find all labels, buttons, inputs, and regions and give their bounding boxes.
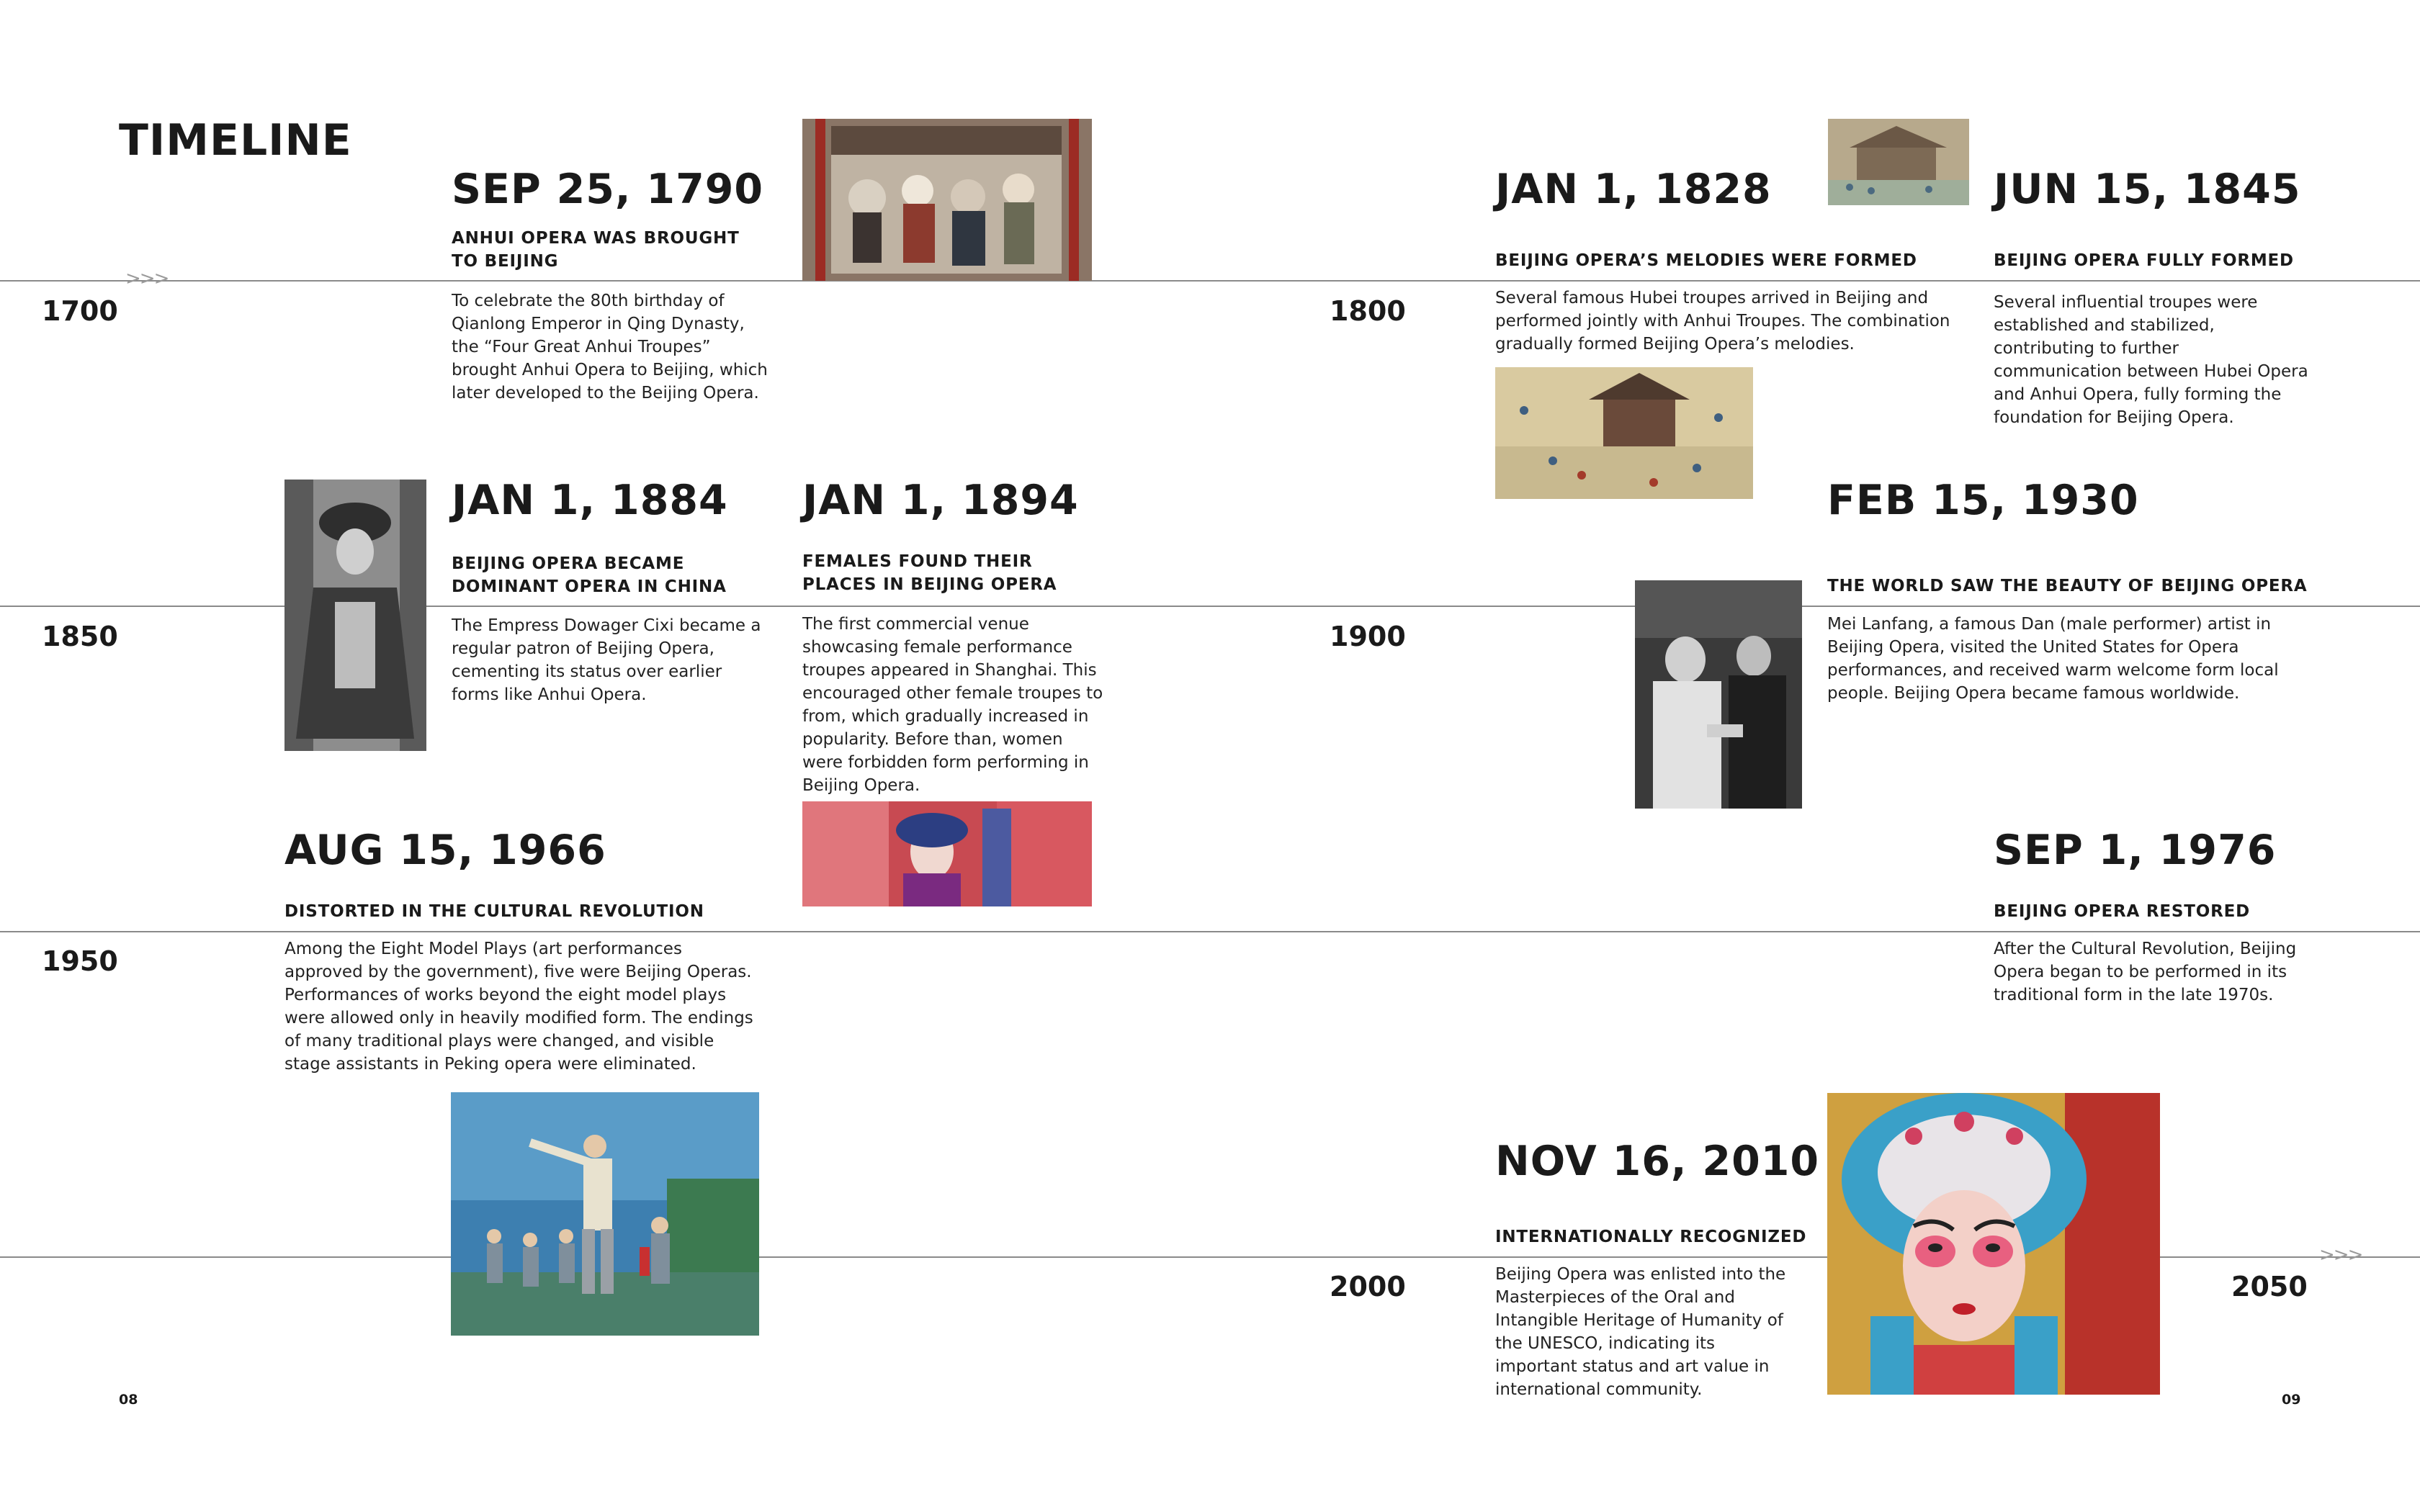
event-1930-subtitle: THE WORLD SAW THE BEAUTY OF BEIJING OPERA <box>1827 577 2308 595</box>
event-1894-body: The first commercial venue showcasing female performance troupes appeared in Shanghai. This encouraged other female troupes to from, which gradually increased in popularity. Before than, women were forbidden form performing in Beijing Opera. <box>802 615 1103 795</box>
year-label-2000: 2000 <box>1330 1271 1406 1302</box>
page-title: TIMELINE <box>119 115 352 166</box>
event-1894-subtitle: FEMALES FOUND THEIR PLACES IN BEIJING OPERA <box>802 552 1057 594</box>
arrows-end-icon: >>> <box>2319 1244 2362 1266</box>
event-1966-subtitle: DISTORTED IN THE CULTURAL REVOLUTION <box>284 902 704 921</box>
event-1966-date: AUG 15, 1966 <box>284 827 606 874</box>
event-1884-date: JAN 1, 1884 <box>452 477 728 524</box>
female-performer-photo <box>802 801 1092 906</box>
event-1828-subtitle: BEIJING OPERA’S MELODIES WERE FORMED <box>1495 251 1917 270</box>
event-1930-body: Mei Lanfang, a famous Dan (male performer) artist in Beijing Opera, visited the United States for Opera performances, and received warm welcome form local people. Beijing Opera became famous worldwide. <box>1827 615 2279 703</box>
event-2010-subtitle: INTERNATIONALLY RECOGNIZED <box>1495 1228 1807 1246</box>
opera-stage-painting-image <box>802 119 1092 281</box>
timeline-axis-row-3 <box>0 931 2420 932</box>
event-1884-subtitle: BEIJING OPERA BECAME DOMINANT OPERA IN CHINA <box>452 554 727 596</box>
model-play-performance-photo <box>451 1092 759 1336</box>
event-1790-subtitle: ANHUI OPERA WAS BROUGHT TO BEIJING <box>452 229 740 271</box>
year-label-1900: 1900 <box>1330 621 1406 652</box>
event-1845-body: Several influential troupes were established and stabilized, contributing to further communication between Hubei Opera and Anhui Opera, fully forming the foundation for Beijing Opera. <box>1994 293 2308 427</box>
year-label-1800: 1800 <box>1330 295 1406 327</box>
page-number-right: 09 <box>2282 1392 2301 1408</box>
qing-court-painting-image <box>1828 119 1969 205</box>
event-1790-date: SEP 25, 1790 <box>452 166 764 213</box>
arrows-start-icon: >>> <box>125 268 169 289</box>
empress-cixi-photo <box>284 480 426 751</box>
event-1845-date: JUN 15, 1845 <box>1994 166 2301 213</box>
event-1845-subtitle: BEIJING OPERA FULLY FORMED <box>1994 251 2294 270</box>
event-1790-body: To celebrate the 80th birthday of Qianlong Emperor in Qing Dynasty, the “Four Great Anhui Troupes” brought Anhui Opera to Beijing, which later developed to the Beijing Opera. <box>452 292 768 402</box>
year-label-1950: 1950 <box>42 945 118 977</box>
year-label-2050: 2050 <box>2231 1271 2308 1302</box>
troupe-procession-painting-image <box>1495 367 1753 499</box>
event-2010-date: NOV 16, 2010 <box>1495 1138 1820 1185</box>
event-1976-subtitle: BEIJING OPERA RESTORED <box>1994 902 2251 921</box>
event-1976-date: SEP 1, 1976 <box>1994 827 2277 874</box>
event-1828-date: JAN 1, 1828 <box>1495 166 1772 213</box>
opera-headdress-face-photo <box>1827 1093 2160 1395</box>
year-label-1700: 1700 <box>42 295 118 327</box>
event-1884-body: The Empress Dowager Cixi became a regular patron of Beijing Opera, cementing its status over earlier forms like Anhui Opera. <box>452 616 761 704</box>
event-1976-body: After the Cultural Revolution, Beijing Opera began to be performed in its traditional form in the late 1970s. <box>1994 940 2297 1004</box>
year-label-1850: 1850 <box>42 621 118 652</box>
event-1966-body: Among the Eight Model Plays (art performances approved by the government), five were Beijing Operas. Performances of works beyond the eight model plays were allowed only in heavily modified form. The endings of many traditional plays were changed, and visible stage assistants in Peking opera were eliminated. <box>284 940 753 1074</box>
event-1930-date: FEB 15, 1930 <box>1827 477 2139 524</box>
mei-lanfang-usa-photo <box>1635 580 1802 809</box>
event-1828-body: Several famous Hubei troupes arrived in Beijing and performed jointly with Anhui Troupes. The combination gradually formed Beijing Opera’s melodies. <box>1495 289 1950 354</box>
event-2010-body: Beijing Opera was enlisted into the Masterpieces of the Oral and Intangible Heritage of Humanity of the UNESCO, indicating its important status and art value in international community. <box>1495 1265 1786 1399</box>
event-1894-date: JAN 1, 1894 <box>802 477 1079 524</box>
timeline-axis-row-1 <box>0 280 2420 282</box>
page-number-left: 08 <box>119 1392 138 1408</box>
